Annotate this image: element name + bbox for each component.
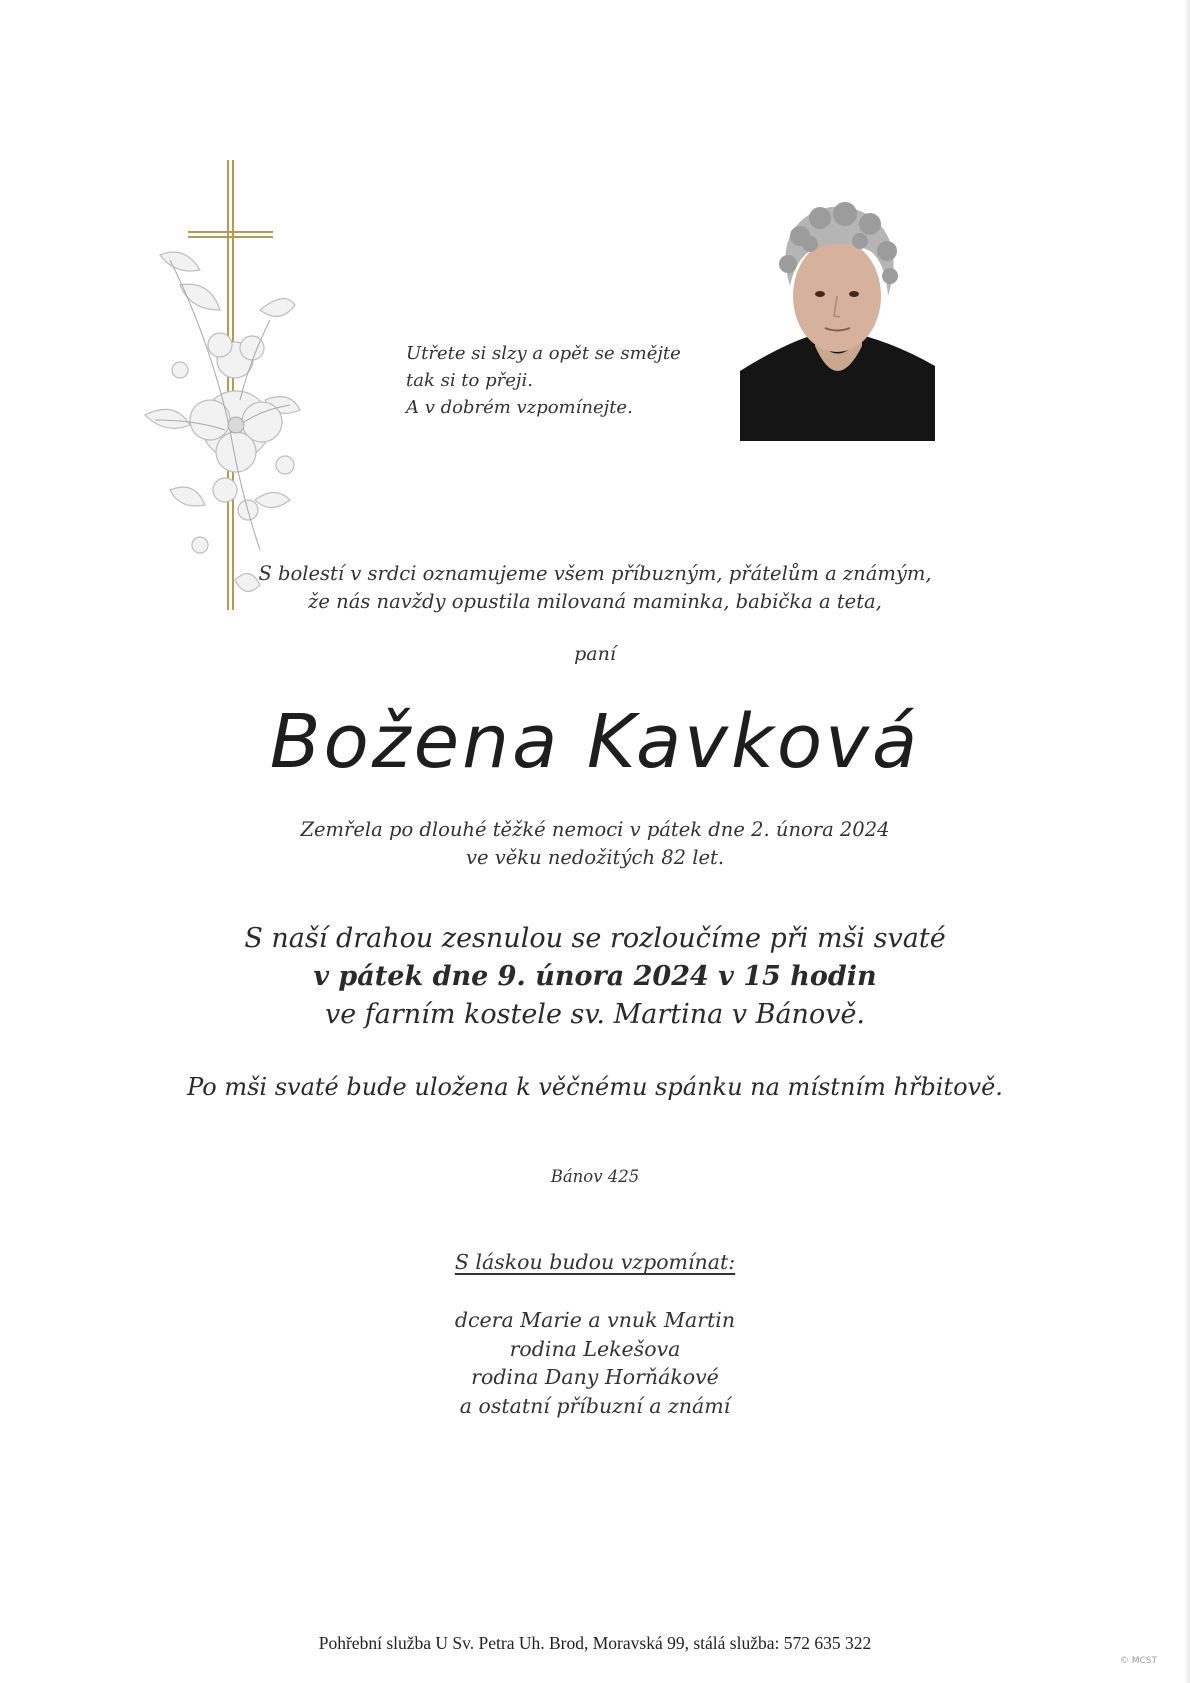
funeral-service-footer: Pohřební služba U Sv. Petra Uh. Brod, Moravská 99, stálá služba: 572 635 322 bbox=[318, 1633, 872, 1653]
mourner-line: a ostatní příbuzní a známí bbox=[459, 1393, 731, 1418]
mourner-line: dcera Marie a vnuk Martin bbox=[454, 1308, 736, 1332]
cross-with-flowers-icon bbox=[140, 160, 310, 620]
death-details bbox=[0, 816, 1190, 872]
quote-line: A v dobrém vzpomínejte. bbox=[406, 397, 633, 418]
burial-note: Po mši svaté bude uložena k věčnému spánku na místním hřbitově. bbox=[187, 1073, 1003, 1101]
portrait-photo bbox=[740, 196, 935, 441]
mourners-list bbox=[0, 1306, 1190, 1420]
mourners-heading bbox=[0, 1250, 1190, 1274]
quote-line: Utřete si slzy a opět se smějte bbox=[406, 343, 681, 364]
quote-line: tak si to přeji. bbox=[406, 370, 533, 391]
mourner-line: rodina Dany Horňákové bbox=[471, 1365, 719, 1389]
death-line: ve věku nedožitých 82 let. bbox=[465, 846, 725, 869]
mourners-heading-text: S láskou budou vzpomínat: bbox=[454, 1250, 736, 1274]
ceremony-details bbox=[0, 920, 1190, 1034]
deceased-name: Božena Kavková bbox=[269, 699, 921, 785]
death-line: Zemřela po dlouhé těžké nemoci v pátek dne 2. února 2024 bbox=[300, 818, 890, 841]
salutation: paní bbox=[574, 643, 616, 665]
ceremony-line: S naší drahou zesnulou se rozloučíme při mši svaté bbox=[244, 923, 946, 954]
address: Bánov 425 bbox=[550, 1167, 640, 1186]
announcement-line: S bolestí v srdci oznamujeme všem příbuzným, přátelům a známým, bbox=[258, 562, 932, 585]
watermark: © MCST bbox=[1119, 1656, 1157, 1666]
mourner-line: rodina Lekešova bbox=[509, 1336, 681, 1361]
ceremony-date: v pátek dne 9. února 2024 v 15 hodin bbox=[313, 961, 877, 992]
announcement-line: že nás navždy opustila milovaná maminka, babička a teta, bbox=[308, 590, 882, 613]
memorial-quote bbox=[406, 340, 726, 421]
ceremony-place: ve farním kostele sv. Martina v Bánově. bbox=[324, 999, 866, 1030]
announcement-text bbox=[0, 560, 1190, 616]
